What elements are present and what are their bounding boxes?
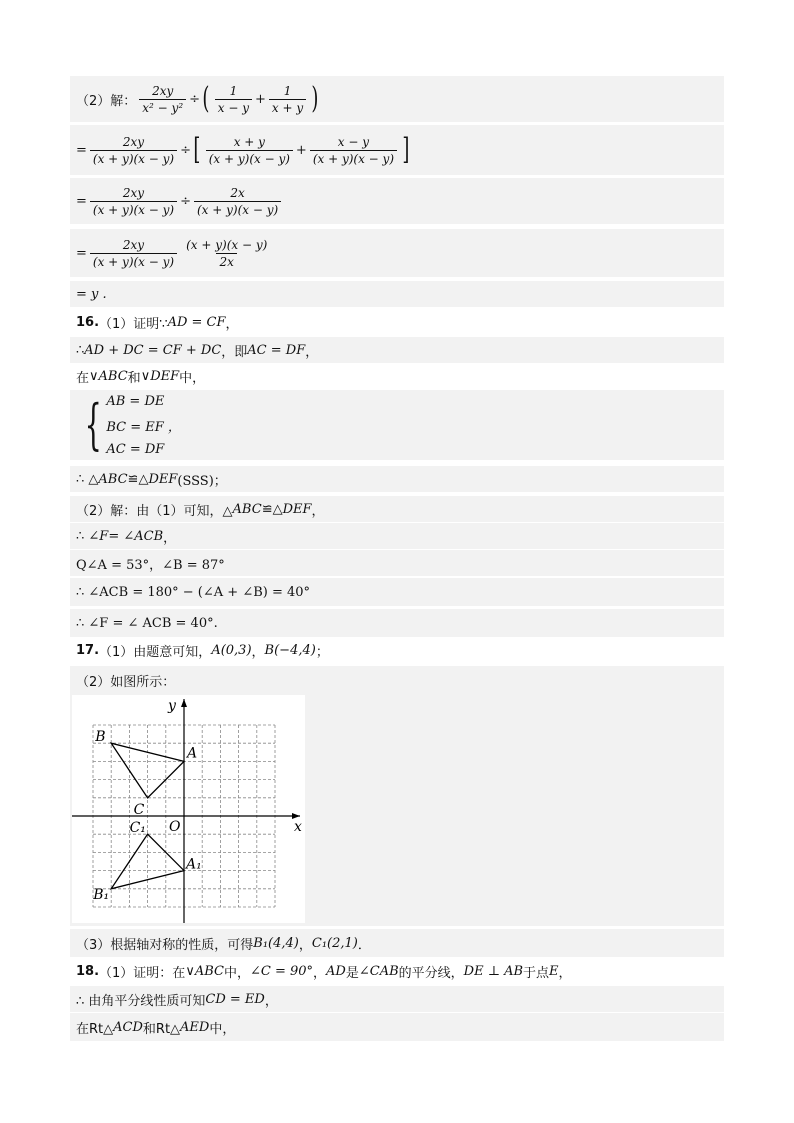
p15-step3-frac: $\frac{2xy}{(x + y)(x - y)}$ [90, 238, 177, 269]
p15-line-2: = $\frac{2xy}{(x + y)(x - y)}$ ÷ [ $\frac{x + y}{(x + y)(x - y)}$ + $\frac{x - y}{(x + y)(x - y)}$ ] [70, 125, 724, 175]
point-label-B₁: B₁ [93, 886, 110, 903]
p15-line-4: = $\frac{2xy}{(x + y)(x - y)}$ $\frac{(x + y)(x - y)}{2x}$ [70, 229, 724, 277]
p15-step2-r: $\frac{2x}{(x + y)(x - y)}$ [194, 186, 281, 217]
p18-line-3: 在Rt△ ACD 和Rt△ AED 中， [70, 1013, 724, 1041]
p16-line-2: ∴ AD + DC = CF + DC ，即 AC = DF ， [70, 337, 724, 363]
y-axis-label: y [168, 698, 176, 714]
point-label-B: B [95, 729, 106, 746]
point-label-A: A [187, 745, 198, 762]
p16-line-5: ∴ △ ABC ≌△ DEF (SSS)； [70, 466, 724, 492]
sys-row-3: AC = DF [106, 441, 165, 457]
p15-frac-lhs: $\frac{2xy}{\text{x² − y²}}$ [139, 84, 186, 115]
p16-line-1: 16. （1）证明∵ AD = CF ， [76, 314, 239, 332]
sys-row-1: AB = DE [106, 393, 165, 409]
p17-line-2: （2）如图所示： [70, 666, 724, 694]
p15-line-1: （2）解： $\frac{2xy}{\text{x² − y²}}$ ÷ ( $\frac{1}{x - y}$ + $\frac{1}{x + y}$ ) [70, 76, 724, 122]
p15-label: （2）解： [76, 93, 137, 109]
p15-final: = y . [70, 281, 724, 307]
p15-step3-r: $\frac{(x + y)(x - y)}{2x}$ [186, 237, 268, 269]
plus-sign: + [255, 91, 266, 107]
p16-line-7: ∴ ∠ F = ∠ ACB ， [70, 523, 724, 549]
problem-number-16: 16. [76, 314, 100, 330]
point-label-C₁: C₁ [129, 820, 146, 837]
p15-line-3: = $\frac{2xy}{(x + y)(x - y)}$ ÷ $\frac{2x}{(x + y)(x - y)}$ [70, 178, 724, 224]
problem-number-18: 18. [76, 963, 100, 979]
p16-line-8: Q∠A = 53°，∠B = 87° [70, 550, 724, 576]
y-axis-arrow [181, 699, 187, 707]
p16-line-9: ∴ ∠ACB = 180° − (∠A + ∠B) = 40° [70, 578, 724, 606]
problem-number-17: 17. [76, 642, 100, 658]
div-sign: ÷ [189, 91, 201, 107]
p16-line-10: ∴ ∠F = ∠ ACB = 40°. [70, 609, 724, 637]
p16-line-3: 在 ∨ABC 和 ∨DEF 中， [76, 368, 206, 386]
p15-step2-frac: $\frac{2xy}{(x + y)(x - y)}$ [90, 186, 177, 217]
p15-frac-2: $\frac{1}{x + y}$ [269, 84, 306, 115]
p17-line-1: 17. （1）由题意可知， A(0,3) ， B(−4,4) ； [76, 642, 329, 660]
p18-line-1: 18. （1）证明：在 ∨ABC 中， ∠C = 90° ， AD 是 ∠CAB 的平分线， DE ⊥ AB 于点 E ， [76, 963, 572, 981]
point-label-A₁: A₁ [186, 856, 202, 873]
x-axis-label: x [294, 819, 302, 835]
p15-step1-b: $\frac{x - y}{(x + y)(x - y)}$ [310, 135, 397, 166]
point-label-C: C [133, 801, 145, 818]
p16-line-6: （2）解：由（1）可知，△ ABC ≌△ DEF ， [70, 496, 724, 522]
p17-line-3: （3）根据轴对称的性质，可得 B₁(4,4) ， C₁(2,1) ． [70, 929, 724, 957]
p15-frac-1: $\frac{1}{x - y}$ [215, 84, 252, 115]
coordinate-graph [72, 695, 305, 923]
sys-row-2: BC = EF ， [106, 419, 181, 435]
p15-step1-a: $\frac{x + y}{(x + y)(x - y)}$ [206, 135, 293, 166]
p16-system: { AB = DE BC = EF ， AC = DF [70, 390, 724, 460]
p15-step1-frac: $\frac{2xy}{(x + y)(x - y)}$ [90, 135, 177, 166]
p18-line-2: ∴ 由角平分线性质可知 CD = ED ， [70, 986, 724, 1012]
origin-label: O [169, 819, 181, 835]
